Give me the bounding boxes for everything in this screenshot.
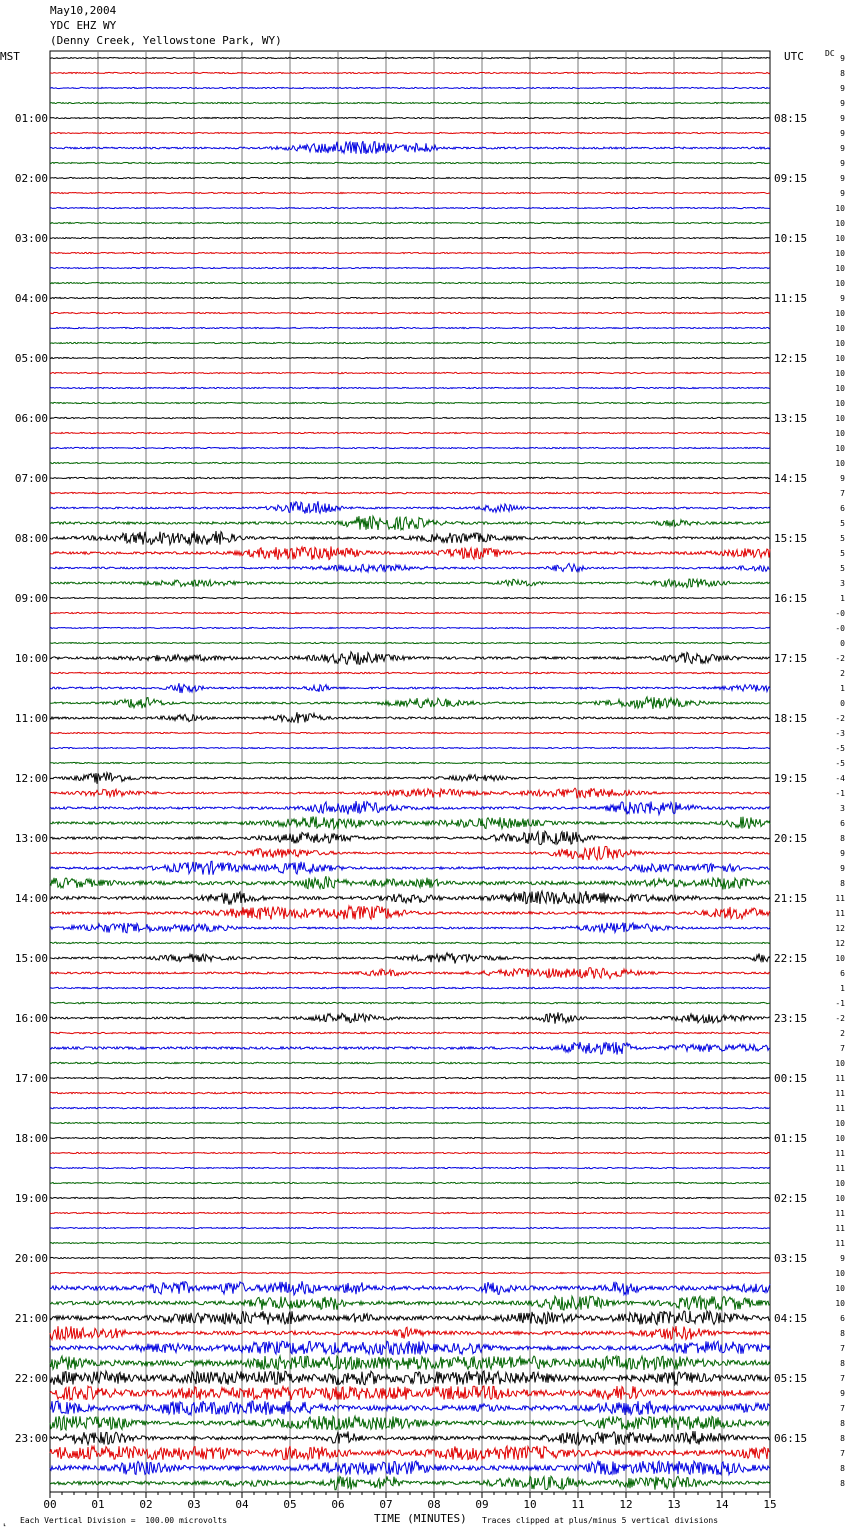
mst-hour-label: 03:00 [14, 232, 48, 245]
seismic-trace [50, 252, 770, 253]
dc-offset-label: 11 [835, 1104, 845, 1113]
utc-hour-label: 22:15 [774, 952, 808, 965]
seismic-trace [50, 627, 770, 628]
dc-offset-label: 10 [835, 204, 845, 213]
seismic-trace [50, 87, 770, 88]
seismic-trace [50, 357, 770, 358]
dc-offset-label: 8 [840, 1419, 845, 1428]
x-tick-label: 00 [43, 1498, 57, 1511]
dc-label: DC [825, 49, 835, 58]
dc-offset-label: 6 [840, 1314, 845, 1323]
x-tick-label: 03 [187, 1498, 201, 1511]
seismic-trace [50, 222, 770, 223]
dc-offset-label: 9 [840, 849, 845, 858]
seismic-trace [50, 831, 770, 844]
seismic-trace [50, 1356, 770, 1370]
seismic-trace [50, 1311, 770, 1325]
vertical-division-note: Each Vertical Division = 100.00 microvolts [20, 1516, 228, 1525]
dc-offset-label: 8 [840, 834, 845, 843]
utc-hour-label: 02:15 [774, 1192, 808, 1205]
seismic-trace [50, 102, 770, 103]
seismic-trace [50, 762, 770, 763]
dc-offset-label: 9 [840, 474, 845, 483]
x-tick-label: 05 [283, 1498, 297, 1511]
utc-hour-label: 15:15 [774, 532, 808, 545]
dc-offset-label: 11 [835, 1074, 845, 1083]
dc-offset-label: 5 [840, 564, 845, 573]
seismic-trace [50, 712, 770, 723]
seismic-trace [50, 1032, 770, 1033]
dc-offset-label: 10 [835, 954, 845, 963]
foot-mark: ⸤ [2, 1518, 7, 1527]
mst-hour-label: 13:00 [14, 832, 48, 845]
dc-offset-label: 2 [840, 669, 845, 678]
seismic-trace [50, 132, 770, 133]
dc-offset-label: 7 [840, 489, 845, 498]
seismic-trace [50, 531, 770, 545]
dc-offset-label: 10 [835, 1179, 845, 1188]
mst-hour-label: 11:00 [14, 712, 48, 725]
seismic-trace [50, 672, 770, 673]
utc-hour-label: 11:15 [774, 292, 808, 305]
dc-offset-label: 8 [840, 879, 845, 888]
dc-offset-label: 7 [840, 1404, 845, 1413]
dc-offset-label: 9 [840, 129, 845, 138]
seismic-trace [50, 282, 770, 283]
seismic-trace [50, 1446, 770, 1460]
seismic-trace [50, 546, 770, 559]
utc-label: UTC [784, 50, 804, 63]
dc-offset-label: 8 [840, 1464, 845, 1473]
seismic-trace [50, 1152, 770, 1153]
x-tick-label: 01 [91, 1498, 105, 1511]
mst-hour-label: 05:00 [14, 352, 48, 365]
header-location: (Denny Creek, Yellowstone Park, WY) [50, 34, 282, 47]
utc-hour-label: 04:15 [774, 1312, 808, 1325]
seismic-trace [50, 1077, 770, 1078]
dc-offset-label: 5 [840, 549, 845, 558]
dc-offset-label: 8 [840, 1479, 845, 1488]
seismic-trace [50, 141, 770, 154]
dc-offset-label: 9 [840, 174, 845, 183]
seismic-trace [50, 447, 770, 448]
seismic-trace [50, 342, 770, 343]
seismic-trace [50, 1092, 770, 1093]
dc-offset-label: 10 [835, 1194, 845, 1203]
x-tick-label: 10 [523, 1498, 537, 1511]
dc-offset-label: 9 [840, 114, 845, 123]
utc-hour-label: 12:15 [774, 352, 808, 365]
seismic-trace [50, 501, 770, 513]
dc-offset-label: 8 [840, 1329, 845, 1338]
dc-offset-label: 8 [840, 1434, 845, 1443]
x-tick-label: 08 [427, 1498, 441, 1511]
x-tick-label: 06 [331, 1498, 345, 1511]
seismic-trace [50, 1416, 770, 1430]
mst-hour-label: 23:00 [14, 1432, 48, 1445]
seismic-trace [50, 816, 770, 829]
header-station: YDC EHZ WY [50, 19, 117, 32]
dc-offset-label: 7 [840, 1344, 845, 1353]
seismic-trace [50, 312, 770, 313]
seismic-trace [50, 732, 770, 733]
seismic-trace [50, 1371, 770, 1385]
mst-hour-label: 18:00 [14, 1132, 48, 1145]
x-tick-label: 13 [667, 1498, 681, 1511]
seismic-trace [50, 683, 770, 693]
dc-offset-label: 10 [835, 234, 845, 243]
seismic-trace [50, 876, 770, 889]
dc-offset-label: -1 [835, 999, 845, 1008]
mst-hour-label: 19:00 [14, 1192, 48, 1205]
utc-hour-label: 13:15 [774, 412, 808, 425]
seismic-trace [50, 942, 770, 943]
dc-offset-label: 8 [840, 1359, 845, 1368]
utc-hour-label: 19:15 [774, 772, 808, 785]
seismic-trace [50, 402, 770, 403]
seismic-trace [50, 237, 770, 238]
mst-hour-label: 16:00 [14, 1012, 48, 1025]
seismic-trace [50, 72, 770, 73]
seismic-trace [50, 612, 770, 613]
seismic-trace [50, 1167, 770, 1168]
mst-hour-label: 17:00 [14, 1072, 48, 1085]
seismic-trace [50, 57, 770, 58]
dc-offset-label: 11 [835, 1164, 845, 1173]
seismic-trace [50, 1476, 770, 1490]
mst-hour-label: 15:00 [14, 952, 48, 965]
dc-offset-label: 10 [835, 1059, 845, 1068]
dc-offset-label: 1 [840, 684, 845, 693]
seismic-trace [50, 1197, 770, 1198]
dc-offset-label: 10 [835, 354, 845, 363]
dc-offset-label: 9 [840, 54, 845, 63]
seismic-trace [50, 117, 770, 118]
seismic-trace [50, 417, 770, 418]
dc-offset-label: 10 [835, 1284, 845, 1293]
mst-hour-label: 22:00 [14, 1372, 48, 1385]
seismic-trace [50, 563, 770, 572]
seismic-trace [50, 192, 770, 193]
dc-offset-label: 1 [840, 594, 845, 603]
dc-offset-label: 11 [835, 1239, 845, 1248]
dc-offset-label: 10 [835, 414, 845, 423]
seismic-trace [50, 968, 770, 979]
seismic-trace [50, 697, 770, 709]
utc-hour-label: 08:15 [774, 112, 808, 125]
dc-offset-label: -4 [835, 774, 845, 783]
seismic-trace [50, 477, 770, 478]
utc-hour-label: 10:15 [774, 232, 808, 245]
dc-offset-label: 10 [835, 1269, 845, 1278]
utc-hour-label: 23:15 [774, 1012, 808, 1025]
x-axis-label: TIME (MINUTES) [374, 1512, 467, 1525]
dc-offset-label: 7 [840, 1449, 845, 1458]
dc-offset-label: 3 [840, 804, 845, 813]
utc-hour-label: 21:15 [774, 892, 808, 905]
dc-offset-label: 6 [840, 504, 845, 513]
seismic-trace [50, 579, 770, 588]
seismic-trace [50, 1281, 770, 1295]
dc-offset-label: 10 [835, 309, 845, 318]
dc-offset-label: 10 [835, 264, 845, 273]
dc-offset-label: 11 [835, 909, 845, 918]
seismic-trace [50, 652, 770, 665]
dc-offset-label: 6 [840, 819, 845, 828]
seismic-trace [50, 1042, 770, 1055]
seismic-trace [50, 1137, 770, 1138]
seismic-trace [50, 297, 770, 298]
utc-hour-label: 16:15 [774, 592, 808, 605]
dc-offset-label: 11 [835, 1209, 845, 1218]
seismic-trace [50, 1461, 770, 1475]
dc-offset-label: 1 [840, 984, 845, 993]
plot-frame [50, 51, 770, 1492]
dc-offset-label: 10 [835, 399, 845, 408]
mst-hour-label: 14:00 [14, 892, 48, 905]
dc-offset-label: 10 [835, 1119, 845, 1128]
seismic-trace [50, 1257, 770, 1258]
utc-hour-label: 18:15 [774, 712, 808, 725]
dc-offset-label: 11 [835, 1224, 845, 1233]
dc-offset-label: 9 [840, 99, 845, 108]
mst-hour-label: 06:00 [14, 412, 48, 425]
seismic-trace [50, 387, 770, 388]
seismic-trace [50, 642, 770, 643]
dc-offset-label: 10 [835, 429, 845, 438]
seismic-trace [50, 462, 770, 463]
dc-offset-label: -3 [835, 729, 845, 738]
seismic-trace [50, 861, 770, 875]
seismic-trace [50, 177, 770, 178]
dc-offset-label: -1 [835, 789, 845, 798]
seismic-trace [50, 773, 770, 784]
dc-offset-label: 0 [840, 699, 845, 708]
x-tick-label: 15 [763, 1498, 777, 1511]
dc-offset-label: 10 [835, 249, 845, 258]
seismic-trace [50, 372, 770, 373]
dc-offset-label: 12 [835, 924, 845, 933]
utc-hour-label: 00:15 [774, 1072, 808, 1085]
dc-offset-label: 6 [840, 969, 845, 978]
seismic-trace [50, 987, 770, 988]
mst-hour-label: 21:00 [14, 1312, 48, 1325]
dc-offset-label: -2 [835, 654, 845, 663]
mst-hour-label: 02:00 [14, 172, 48, 185]
mst-hour-label: 07:00 [14, 472, 48, 485]
dc-offset-label: 10 [835, 444, 845, 453]
dc-offset-label: -0 [835, 624, 845, 633]
mst-hour-label: 01:00 [14, 112, 48, 125]
seismic-trace [50, 1431, 770, 1445]
mst-hour-label: 09:00 [14, 592, 48, 605]
seismic-trace [50, 1012, 770, 1023]
seismic-trace [50, 1227, 770, 1228]
mst-hour-label: 12:00 [14, 772, 48, 785]
dc-offset-label: 10 [835, 369, 845, 378]
dc-offset-label: 3 [840, 579, 845, 588]
dc-offset-label: 10 [835, 1299, 845, 1308]
dc-offset-label: 10 [835, 279, 845, 288]
seismic-trace [50, 747, 770, 748]
dc-offset-label: -5 [835, 744, 845, 753]
dc-offset-label: 9 [840, 1389, 845, 1398]
x-tick-label: 09 [475, 1498, 489, 1511]
dc-offset-label: 2 [840, 1029, 845, 1038]
clipping-note: Traces clipped at plus/minus 5 vertical divisions [482, 1516, 719, 1525]
seismic-trace [50, 1386, 770, 1400]
x-tick-label: 11 [571, 1498, 585, 1511]
dc-offset-label: 10 [835, 324, 845, 333]
dc-offset-label: 9 [840, 84, 845, 93]
seismic-trace [50, 788, 770, 798]
x-tick-label: 12 [619, 1498, 633, 1511]
mst-hour-label: 04:00 [14, 292, 48, 305]
utc-hour-label: 06:15 [774, 1432, 808, 1445]
dc-offset-label: 9 [840, 294, 845, 303]
dc-offset-label: 10 [835, 219, 845, 228]
seismic-trace [50, 1341, 770, 1355]
seismic-trace [50, 1401, 770, 1415]
header-date: May10,2004 [50, 4, 117, 17]
seismic-trace [50, 923, 770, 933]
seismic-trace [50, 597, 770, 598]
seismic-trace [50, 801, 770, 815]
dc-offset-label: 11 [835, 894, 845, 903]
dc-offset-label: -0 [835, 609, 845, 618]
dc-offset-label: 10 [835, 1134, 845, 1143]
seismic-trace [50, 1326, 770, 1340]
seismic-trace [50, 891, 770, 905]
seismic-trace [50, 1296, 770, 1310]
dc-offset-label: 7 [840, 1044, 845, 1053]
seismic-trace [50, 1212, 770, 1213]
utc-hour-label: 17:15 [774, 652, 808, 665]
seismic-trace [50, 1002, 770, 1003]
dc-offset-label: 9 [840, 1254, 845, 1263]
seismic-trace [50, 846, 770, 860]
seismic-trace [50, 1062, 770, 1063]
x-tick-label: 04 [235, 1498, 249, 1511]
dc-offset-label: 0 [840, 639, 845, 648]
utc-hour-label: 09:15 [774, 172, 808, 185]
seismic-trace [50, 1107, 770, 1108]
seismic-trace [50, 207, 770, 208]
seismic-trace [50, 953, 770, 964]
dc-offset-label: -2 [835, 1014, 845, 1023]
x-tick-label: 07 [379, 1498, 393, 1511]
dc-offset-label: -5 [835, 759, 845, 768]
seismic-trace [50, 492, 770, 493]
seismic-trace [50, 906, 770, 920]
dc-offset-label: 9 [840, 864, 845, 873]
mst-label: MST [0, 50, 20, 63]
dc-offset-label: 12 [835, 939, 845, 948]
mst-hour-label: 10:00 [14, 652, 48, 665]
dc-offset-label: 11 [835, 1089, 845, 1098]
dc-offset-label: 5 [840, 534, 845, 543]
seismic-trace [50, 432, 770, 433]
mst-hour-label: 08:00 [14, 532, 48, 545]
seismic-trace [50, 162, 770, 163]
utc-hour-label: 14:15 [774, 472, 808, 485]
seismic-trace [50, 1272, 770, 1273]
seismic-trace [50, 267, 770, 268]
seismic-trace [50, 1122, 770, 1123]
dc-offset-label: 11 [835, 1149, 845, 1158]
dc-offset-label: 10 [835, 339, 845, 348]
dc-offset-label: 9 [840, 189, 845, 198]
utc-hour-label: 05:15 [774, 1372, 808, 1385]
dc-offset-label: 7 [840, 1374, 845, 1383]
x-tick-label: 14 [715, 1498, 729, 1511]
dc-offset-label: 8 [840, 69, 845, 78]
utc-hour-label: 03:15 [774, 1252, 808, 1265]
seismic-trace [50, 1242, 770, 1243]
mst-hour-label: 20:00 [14, 1252, 48, 1265]
dc-offset-label: 10 [835, 384, 845, 393]
seismic-trace [50, 516, 770, 530]
utc-hour-label: 01:15 [774, 1132, 808, 1145]
dc-offset-label: 9 [840, 144, 845, 153]
dc-offset-label: 5 [840, 519, 845, 528]
seismic-trace [50, 1182, 770, 1183]
dc-offset-label: 10 [835, 459, 845, 468]
utc-hour-label: 20:15 [774, 832, 808, 845]
dc-offset-label: -2 [835, 714, 845, 723]
dc-offset-label: 9 [840, 159, 845, 168]
seismic-trace [50, 327, 770, 328]
x-tick-label: 02 [139, 1498, 153, 1511]
